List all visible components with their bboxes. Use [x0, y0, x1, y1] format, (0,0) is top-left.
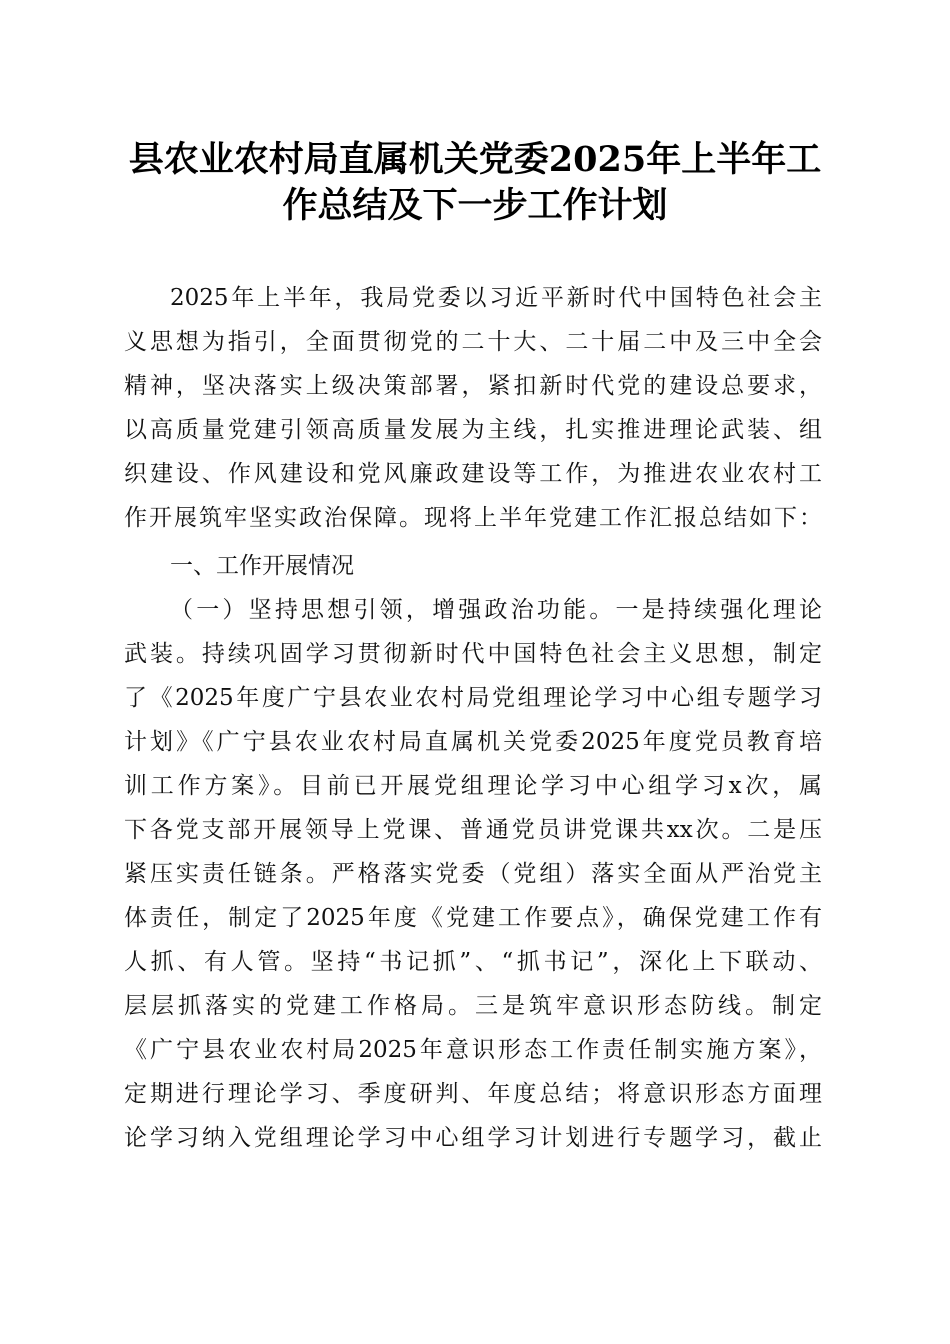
paragraph-line: 织建设、作风建设和党风廉政建设等工作，为推进农业农村工 [124, 461, 822, 487]
paragraph-line: 紧压实责任链条。严格落实党委（党组）落实全面从严治党主 [124, 861, 822, 887]
paragraph-line: 论学习纳入党组理论学习中心组学习计划进行专题学习，截止 [124, 1125, 822, 1151]
paragraph-line: 精神，坚决落实上级决策部署，紧扣新时代党的建设总要求， [124, 373, 822, 399]
document-title-line-1: 县农业农村局直属机关党委2025年上半年工 [128, 139, 822, 180]
paragraph-line: 以高质量党建引领高质量发展为主线，扎实推进理论武装、组 [124, 417, 822, 443]
paragraph-line: 作开展筑牢坚实政治保障。现将上半年党建工作汇报总结如下： [124, 505, 822, 531]
paragraph-line: 训工作方案》。目前已开展党组理论学习中心组学习x次，属 [124, 773, 822, 799]
paragraph-line: （一）坚持思想引领，增强政治功能。一是持续强化理论 [170, 597, 822, 623]
paragraph-line: 人抓、有人管。坚持“书记抓”、“抓书记”，深化上下联动、 [124, 949, 822, 975]
paragraph-line: 层层抓落实的党建工作格局。三是筑牢意识形态防线。制定 [124, 993, 822, 1019]
document-title-line-2: 作总结及下一步工作计划 [282, 185, 668, 226]
section-heading: 一、工作开展情况 [170, 553, 354, 579]
paragraph-line: 武装。持续巩固学习贯彻新时代中国特色社会主义思想，制定 [124, 641, 822, 667]
paragraph-line: 2025年上半年，我局党委以习近平新时代中国特色社会主 [170, 285, 822, 311]
paragraph-line: 定期进行理论学习、季度研判、年度总结；将意识形态方面理 [124, 1081, 822, 1107]
paragraph-line: 义思想为指引，全面贯彻党的二十大、二十届二中及三中全会 [124, 329, 822, 355]
paragraph-line: 体责任，制定了2025年度《党建工作要点》，确保党建工作有 [124, 905, 822, 931]
paragraph-line: 计划》《广宁县农业农村局直属机关党委2025年度党员教育培 [124, 729, 822, 755]
paragraph-line: 下各党支部开展领导上党课、普通党员讲党课共xx次。二是压 [124, 817, 822, 843]
paragraph-line: 了《2025年度广宁县农业农村局党组理论学习中心组专题学习 [124, 685, 822, 711]
paragraph-line: 《广宁县农业农村局2025年意识形态工作责任制实施方案》， [124, 1037, 822, 1063]
